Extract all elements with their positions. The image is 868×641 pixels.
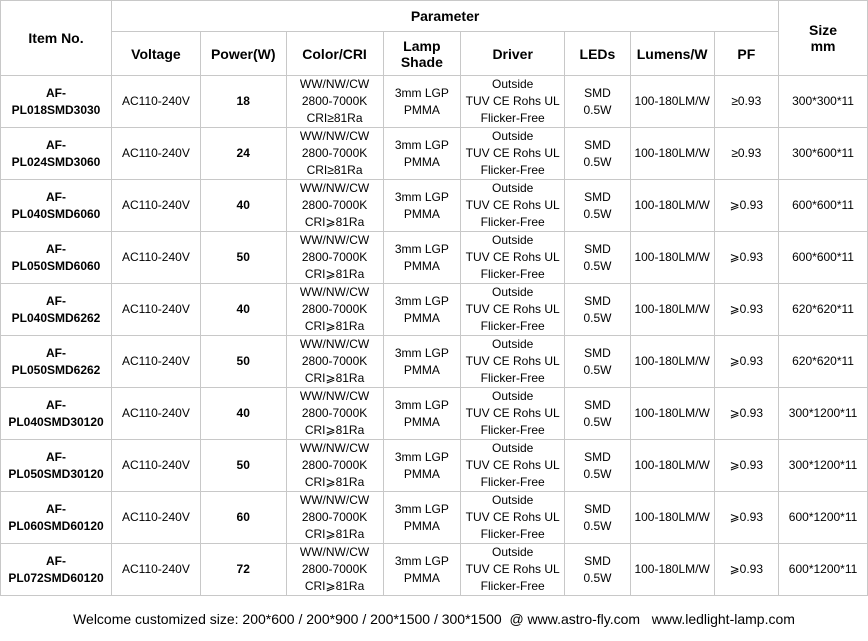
leds-cell [565,128,631,180]
color-cri-cell-line: WW/NW/CW [299,389,370,403]
lamp-shade-cell-line: PMMA [403,466,440,481]
driver-cell-line: TUV CE Rohs UL [465,354,560,368]
power-cell: 40 [200,388,286,440]
item-no-cell-line: AF- [46,137,66,152]
leds-cell [565,544,631,596]
leds-cell-line: SMD [584,553,611,568]
lamp-shade-cell-line: PMMA [403,570,440,585]
item-no-cell-line: PL072SMD60120 [8,570,104,585]
lamp-shade-cell-line: 3mm LGP [394,449,449,464]
color-cri-cell-line: WW/NW/CW [299,233,370,247]
leds-cell-line: 0.5W [583,518,612,533]
lamp-shade-cell [383,76,461,128]
spec-table-body [1,76,868,596]
header-size-unit: mm [810,38,836,54]
driver-cell-line: Flicker-Free [480,579,545,593]
color-cri-cell-line: CRI⩾81Ra [304,371,365,385]
lamp-shade-cell-line: 3mm LGP [394,85,449,100]
color-cri-cell [286,492,383,544]
driver-cell-line: Outside [492,181,534,195]
size-cell: 600*1200*11 [779,544,868,596]
leds-cell-line: 0.5W [583,102,612,117]
table-row [1,336,868,388]
lamp-shade-cell-line: 3mm LGP [394,189,449,204]
color-cri-cell-line: WW/NW/CW [299,441,370,455]
voltage-cell: AC110-240V [112,128,201,180]
color-cri-cell-line: CRI≥81Ra [306,111,363,125]
lumens-cell: 100-180LM/W [630,388,714,440]
voltage-cell: AC110-240V [112,388,201,440]
item-no-cell [1,128,112,180]
pf-cell: ⩾0.93 [714,232,779,284]
color-cri-cell [286,232,383,284]
color-cri-cell [286,544,383,596]
lamp-shade-cell-line: PMMA [403,258,440,273]
lamp-shade-cell-line: 3mm LGP [394,501,449,516]
color-cri-cell-line: WW/NW/CW [299,129,370,143]
driver-cell [461,180,565,232]
leds-cell [565,440,631,492]
item-no-cell-line: AF- [46,501,66,516]
color-cri-cell-line: WW/NW/CW [299,181,370,195]
header-lamp-shade [383,32,461,76]
leds-cell-line: 0.5W [583,466,612,481]
color-cri-cell-line: 2800-7000K [301,198,368,212]
color-cri-cell [286,128,383,180]
item-no-cell-line: PL050SMD6262 [11,362,101,377]
driver-cell-line: Outside [492,493,534,507]
size-cell: 600*1200*11 [779,492,868,544]
item-no-cell [1,336,112,388]
pf-cell: ⩾0.93 [714,492,779,544]
color-cri-cell-line: WW/NW/CW [299,493,370,507]
table-row [1,128,868,180]
lamp-shade-cell [383,128,461,180]
color-cri-cell-line: CRI⩾81Ra [304,527,365,541]
driver-cell [461,232,565,284]
driver-cell-line: Flicker-Free [480,267,545,281]
driver-cell-line: Flicker-Free [480,475,545,489]
item-no-cell [1,440,112,492]
color-cri-cell-line: CRI⩾81Ra [304,319,365,333]
footer-text: Welcome customized size: 200*600 / 200*900 / 200*1500 / 300*1500 @ www.astro-fly.com www.ledlight-lamp.com [73,611,795,627]
color-cri-cell-line: 2800-7000K [301,146,368,160]
leds-cell-line: 0.5W [583,570,612,585]
color-cri-cell-line: CRI≥81Ra [306,163,363,177]
pf-cell: ≥0.93 [714,76,779,128]
voltage-cell: AC110-240V [112,76,201,128]
driver-cell-line: Outside [492,285,534,299]
driver-cell-line: TUV CE Rohs UL [465,458,560,472]
lamp-shade-cell-line: 3mm LGP [394,241,449,256]
color-cri-cell-line: CRI⩾81Ra [304,215,365,229]
driver-cell-line: Outside [492,337,534,351]
color-cri-cell [286,440,383,492]
lamp-shade-cell [383,388,461,440]
driver-cell-line: Flicker-Free [480,215,545,229]
item-no-cell-line: PL050SMD6060 [11,258,101,273]
table-row [1,232,868,284]
lumens-cell: 100-180LM/W [630,76,714,128]
lamp-shade-cell-line: PMMA [403,310,440,325]
power-cell: 72 [200,544,286,596]
lamp-shade-cell-line: PMMA [403,206,440,221]
item-no-cell [1,180,112,232]
driver-cell [461,492,565,544]
lamp-shade-cell-line: 3mm LGP [394,293,449,308]
driver-cell-line: Flicker-Free [480,371,545,385]
table-row [1,284,868,336]
item-no-cell-line: AF- [46,553,66,568]
color-cri-cell-line: 2800-7000K [301,562,368,576]
leds-cell-line: SMD [584,137,611,152]
driver-cell-line: Outside [492,129,534,143]
table-row [1,388,868,440]
header-lamp-shade-line2: Shade [400,53,443,70]
item-no-cell-line: PL018SMD3030 [11,102,101,117]
voltage-cell: AC110-240V [112,284,201,336]
driver-cell-line: Flicker-Free [480,527,545,541]
header-driver: Driver [461,32,565,76]
size-cell: 300*1200*11 [779,388,868,440]
pf-cell: ⩾0.93 [714,336,779,388]
driver-cell-line: TUV CE Rohs UL [465,510,560,524]
leds-cell-line: 0.5W [583,258,612,273]
color-cri-cell-line: 2800-7000K [301,302,368,316]
item-no-cell-line: AF- [46,85,66,100]
driver-cell-line: Flicker-Free [480,163,545,177]
leds-cell-line: SMD [584,241,611,256]
power-cell: 50 [200,336,286,388]
table-row [1,492,868,544]
color-cri-cell [286,388,383,440]
lamp-shade-cell [383,492,461,544]
leds-cell-line: SMD [584,189,611,204]
pf-cell: ⩾0.93 [714,440,779,492]
color-cri-cell [286,284,383,336]
driver-cell-line: Flicker-Free [480,111,545,125]
lamp-shade-cell-line: PMMA [403,362,440,377]
voltage-cell: AC110-240V [112,440,201,492]
leds-cell-line: SMD [584,345,611,360]
item-no-cell-line: PL040SMD6060 [11,206,101,221]
leds-cell-line: SMD [584,293,611,308]
driver-cell [461,336,565,388]
voltage-cell: AC110-240V [112,336,201,388]
color-cri-cell-line: CRI⩾81Ra [304,475,365,489]
color-cri-cell-line: WW/NW/CW [299,337,370,351]
driver-cell-line: Flicker-Free [480,423,545,437]
lumens-cell: 100-180LM/W [630,284,714,336]
item-no-cell-line: PL024SMD3060 [11,154,101,169]
size-cell: 300*600*11 [779,128,868,180]
item-no-cell [1,388,112,440]
leds-cell [565,492,631,544]
driver-cell [461,388,565,440]
header-parameter: Parameter [112,1,779,32]
driver-cell [461,544,565,596]
leds-cell-line: SMD [584,501,611,516]
color-cri-cell-line: WW/NW/CW [299,285,370,299]
lamp-shade-cell-line: PMMA [403,518,440,533]
pf-cell: ⩾0.93 [714,180,779,232]
driver-cell-line: TUV CE Rohs UL [465,406,560,420]
lamp-shade-cell-line: 3mm LGP [394,345,449,360]
color-cri-cell-line: 2800-7000K [301,458,368,472]
color-cri-cell-line: 2800-7000K [301,250,368,264]
size-cell: 620*620*11 [779,284,868,336]
color-cri-cell-line: CRI⩾81Ra [304,423,365,437]
header-leds: LEDs [565,32,631,76]
power-cell: 24 [200,128,286,180]
item-no-cell [1,492,112,544]
color-cri-cell-line: WW/NW/CW [299,77,370,91]
size-cell: 600*600*11 [779,180,868,232]
power-cell: 60 [200,492,286,544]
lamp-shade-cell [383,544,461,596]
leds-cell-line: 0.5W [583,414,612,429]
item-no-cell-line: AF- [46,293,66,308]
lamp-shade-cell [383,232,461,284]
driver-cell-line: TUV CE Rohs UL [465,302,560,316]
driver-cell-line: TUV CE Rohs UL [465,146,560,160]
color-cri-cell-line: 2800-7000K [301,510,368,524]
driver-cell-line: TUV CE Rohs UL [465,250,560,264]
table-row [1,544,868,596]
power-cell: 40 [200,284,286,336]
item-no-cell-line: PL050SMD30120 [8,466,104,481]
lamp-shade-cell [383,336,461,388]
leds-cell [565,180,631,232]
color-cri-cell [286,336,383,388]
lumens-cell: 100-180LM/W [630,440,714,492]
pf-cell: ⩾0.93 [714,544,779,596]
size-cell: 620*620*11 [779,336,868,388]
table-row [1,76,868,128]
power-cell: 50 [200,232,286,284]
size-cell: 300*1200*11 [779,440,868,492]
item-no-cell [1,76,112,128]
lamp-shade-cell [383,180,461,232]
size-cell: 300*300*11 [779,76,868,128]
lamp-shade-cell-line: PMMA [403,414,440,429]
header-size [779,1,868,76]
header-pf: PF [714,32,779,76]
header-power: Power(W) [200,32,286,76]
size-cell: 600*600*11 [779,232,868,284]
driver-cell-line: Outside [492,233,534,247]
lamp-shade-cell-line: PMMA [403,154,440,169]
color-cri-cell-line: CRI⩾81Ra [304,267,365,281]
lamp-shade-cell-line: 3mm LGP [394,137,449,152]
driver-cell [461,76,565,128]
lamp-shade-cell-line: 3mm LGP [394,553,449,568]
driver-cell-line: TUV CE Rohs UL [465,94,560,108]
power-cell: 18 [200,76,286,128]
item-no-cell-line: PL060SMD60120 [8,518,104,533]
table-row [1,440,868,492]
item-no-cell-line: AF- [46,189,66,204]
driver-cell-line: Outside [492,389,534,403]
header-color-cri: Color/CRI [286,32,383,76]
header-size-label: Size [809,22,838,38]
lamp-shade-cell-line: 3mm LGP [394,397,449,412]
driver-cell [461,284,565,336]
driver-cell-line: Flicker-Free [480,319,545,333]
color-cri-cell-line: WW/NW/CW [299,545,370,559]
leds-cell-line: SMD [584,397,611,412]
item-no-cell [1,232,112,284]
table-row [1,180,868,232]
color-cri-cell-line: CRI⩾81Ra [304,579,365,593]
driver-cell-line: TUV CE Rohs UL [465,198,560,212]
item-no-cell-line: AF- [46,345,66,360]
item-no-cell-line: AF- [46,397,66,412]
driver-cell [461,440,565,492]
color-cri-cell-line: 2800-7000K [301,354,368,368]
leds-cell-line: 0.5W [583,154,612,169]
leds-cell [565,76,631,128]
lumens-cell: 100-180LM/W [630,128,714,180]
power-cell: 40 [200,180,286,232]
driver-cell-line: Outside [492,441,534,455]
leds-cell-line: 0.5W [583,362,612,377]
item-no-cell [1,544,112,596]
leds-cell [565,388,631,440]
power-cell: 50 [200,440,286,492]
lamp-shade-cell [383,284,461,336]
lamp-shade-cell [383,440,461,492]
lumens-cell: 100-180LM/W [630,492,714,544]
voltage-cell: AC110-240V [112,492,201,544]
lumens-cell: 100-180LM/W [630,544,714,596]
item-no-cell-line: AF- [46,449,66,464]
driver-cell-line: Outside [492,77,534,91]
color-cri-cell [286,180,383,232]
driver-cell [461,128,565,180]
item-no-cell-line: AF- [46,241,66,256]
header-lamp-shade-line1: Lamp [403,37,441,54]
header-lumens: Lumens/W [630,32,714,76]
item-no-cell-line: PL040SMD6262 [11,310,101,325]
color-cri-cell [286,76,383,128]
leds-cell-line: 0.5W [583,206,612,221]
leds-cell [565,336,631,388]
pf-cell: ⩾0.93 [714,284,779,336]
pf-cell: ⩾0.93 [714,388,779,440]
driver-cell-line: TUV CE Rohs UL [465,562,560,576]
voltage-cell: AC110-240V [112,180,201,232]
header-item-no: Item No. [1,1,112,76]
header-voltage: Voltage [112,32,201,76]
pf-cell: ≥0.93 [714,128,779,180]
leds-cell-line: 0.5W [583,310,612,325]
footer-note [0,597,868,641]
lamp-shade-cell-line: PMMA [403,102,440,117]
item-no-cell-line: PL040SMD30120 [8,414,104,429]
leds-cell-line: SMD [584,449,611,464]
color-cri-cell-line: 2800-7000K [301,94,368,108]
color-cri-cell-line: 2800-7000K [301,406,368,420]
lumens-cell: 100-180LM/W [630,232,714,284]
driver-cell-line: Outside [492,545,534,559]
lumens-cell: 100-180LM/W [630,180,714,232]
item-no-cell [1,284,112,336]
voltage-cell: AC110-240V [112,544,201,596]
leds-cell [565,232,631,284]
lumens-cell: 100-180LM/W [630,336,714,388]
leds-cell-line: SMD [584,85,611,100]
voltage-cell: AC110-240V [112,232,201,284]
leds-cell [565,284,631,336]
